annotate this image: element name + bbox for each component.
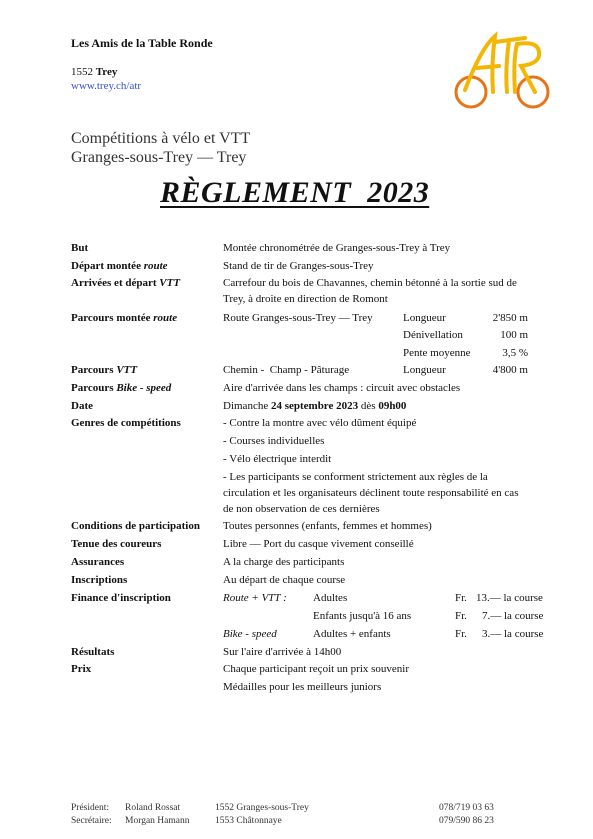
- value-arrivees-line2: Trey, à droite en direction de Romont: [223, 293, 388, 305]
- fee-amount: 3.— la course: [482, 628, 544, 640]
- genre-item: circulation et les organisateurs déclinent toute responsabilité en cas: [223, 487, 519, 499]
- label-tenue: Tenue des coureurs: [71, 538, 162, 550]
- value-assurances: A la charge des participants: [223, 556, 345, 568]
- value-conditions: Toutes personnes (enfants, femmes et hommes): [223, 520, 432, 532]
- fee-category: Route + VTT :: [223, 592, 287, 604]
- footer-role: Président:: [71, 803, 109, 813]
- route-stat-key: Longueur: [403, 312, 446, 324]
- value-tenue: Libre — Port du casque vivement conseillé: [223, 538, 414, 550]
- fee-currency: Fr.: [455, 628, 467, 640]
- fee-category: Bike - speed: [223, 628, 277, 640]
- route-stat-value: 2'850 m: [492, 312, 528, 324]
- postcode: 1552: [71, 66, 93, 78]
- rear-wheel-icon: [456, 77, 486, 107]
- genre-item: - Courses individuelles: [223, 435, 325, 447]
- value-parcours-vtt: Chemin - Champ - Pâturage: [223, 364, 350, 376]
- label-genres: Genres de compétitions: [71, 417, 181, 429]
- competition-subtitle: Compétitions à vélo et VTT: [71, 130, 251, 147]
- value-prix-line2: Médailles pour les meilleurs juniors: [223, 681, 382, 693]
- label-inscriptions: Inscriptions: [71, 574, 128, 586]
- label-finance: Finance d'inscription: [71, 592, 171, 604]
- fee-who: Enfants jusqu'à 16 ans: [313, 610, 412, 622]
- footer-address: 1553 Châtonnaye: [215, 816, 282, 826]
- genre-item: - Contre la montre avec vélo dûment équipé: [223, 417, 417, 429]
- fee-who: Adultes + enfants: [313, 628, 391, 640]
- genre-item: - Vélo électrique interdit: [223, 453, 332, 465]
- route-stat-value: 3,5 %: [502, 347, 528, 359]
- value-parcours-route: Route Granges-sous-Trey — Trey: [223, 312, 373, 324]
- footer-phone: 078/719 03 63: [439, 803, 494, 813]
- value-prix-line1: Chaque participant reçoit un prix souvenir: [223, 663, 410, 675]
- label-bike-speed: Parcours Bike - speed: [71, 382, 172, 394]
- footer-address: 1552 Granges-sous-Trey: [215, 803, 309, 813]
- label-conditions: Conditions de participation: [71, 520, 200, 532]
- footer-role: Secrétaire:: [71, 816, 112, 826]
- footer-name: Roland Rossat: [125, 803, 181, 813]
- value-but: Montée chronométrée de Granges-sous-Trey à Trey: [223, 242, 451, 254]
- value-depart: Stand de tir de Granges-sous-Trey: [223, 260, 374, 272]
- fee-who: Adultes: [313, 592, 348, 604]
- label-depart: Départ montée route: [71, 260, 168, 272]
- vtt-stat-key: Longueur: [403, 364, 446, 376]
- fee-currency: Fr.: [455, 592, 467, 604]
- fee-currency: Fr.: [455, 610, 467, 622]
- label-prix: Prix: [71, 663, 92, 675]
- label-resultats: Résultats: [71, 646, 115, 658]
- genre-item: - Les participants se conforment strictement aux règles de la: [223, 471, 488, 483]
- footer-name: Morgan Hamann: [125, 816, 190, 826]
- label-date: Date: [71, 400, 93, 412]
- value-date: Dimanche 24 septembre 2023 dès 09h00: [223, 400, 407, 412]
- value-bike-speed: Aire d'arrivée dans les champs : circuit avec obstacles: [223, 382, 461, 394]
- logo-letter-r: [514, 43, 539, 92]
- route-stat-key: Dénivellation: [403, 329, 463, 341]
- vtt-stat-value: 4'800 m: [492, 364, 528, 376]
- label-parcours-route: Parcours montée route: [71, 312, 178, 324]
- fee-amount: 7.— la course: [482, 610, 544, 622]
- atr-bicycle-logo: [451, 30, 555, 112]
- value-arrivees-line1: Carrefour du bois de Chavannes, chemin bétonné à la sortie sud de: [223, 277, 517, 289]
- fee-amount: 13.— la course: [476, 592, 543, 604]
- route-stat-key: Pente moyenne: [403, 347, 471, 359]
- website-link[interactable]: www.trey.ch/atr: [71, 80, 142, 92]
- route-stat-value: 100 m: [500, 329, 528, 341]
- value-resultats: Sur l'aire d'arrivée à 14h00: [223, 646, 342, 658]
- footer-phone: 079/590 86 23: [439, 816, 494, 826]
- value-inscriptions: Au départ de chaque course: [223, 574, 346, 586]
- genre-item: de non observation de ces dernières: [223, 503, 380, 515]
- label-but: But: [71, 242, 89, 254]
- organization-name: Les Amis de la Table Ronde: [71, 36, 213, 50]
- label-assurances: Assurances: [71, 556, 125, 568]
- page-title: RÈGLEMENT 2023: [160, 176, 430, 209]
- competition-location: Granges-sous-Trey — Trey: [71, 149, 247, 166]
- label-arrivees: Arrivées et départ VTT: [71, 277, 181, 289]
- town: Trey: [95, 66, 118, 78]
- label-parcours-vtt: Parcours VTT: [71, 364, 138, 376]
- address: [71, 66, 117, 78]
